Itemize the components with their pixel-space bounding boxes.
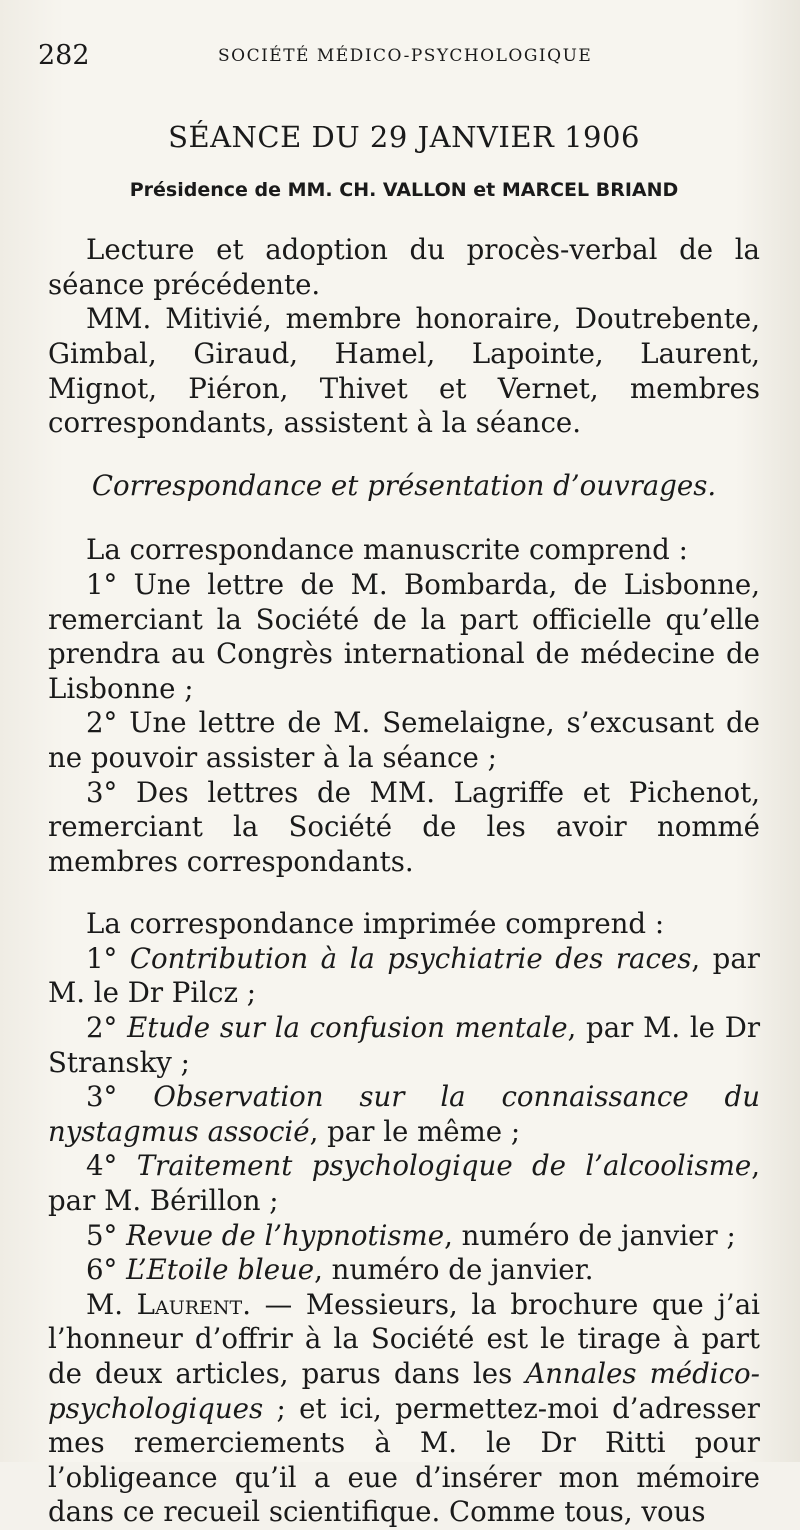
paragraph-printed-intro: La correspondance imprimée comprend :: [86, 907, 665, 941]
section-subtitle: Correspondance et présentation d’ouvrages.: [91, 468, 717, 502]
printed-item: 2° Etude sur la confusion mentale, par M. le Dr Stransky ;: [48, 1011, 761, 1079]
session-title: SÉANCE DU 29 JANVIER 1906: [168, 120, 640, 154]
list-item: 2° Une lettre de M. Semelaigne, s’excusant de ne pouvoir assister à la séance ;: [48, 706, 760, 774]
body-text: [48, 120, 760, 1530]
paragraph-manuscript-intro: La correspondance manuscrite comprend :: [86, 533, 688, 567]
paragraph-minutes: Lecture et adoption du procès-verbal de la séance précédente.: [48, 233, 760, 301]
printed-item: 6° L’Etoile bleue, numéro de janvier.: [86, 1253, 594, 1287]
page-number: 282: [38, 40, 90, 71]
printed-item: 3° Observation sur la connaissance du nystagmus associé, par le même ;: [48, 1080, 760, 1148]
paragraph-laurent: M. Laurent. — Messieurs, la brochure que j’ai l’honneur d’offrir à la Société est le tirage à part de deux articles, parus dans les Annales médico-psychologiques ; et ici, permettez-moi d’adresser mes remerciements à M. le Dr Ritti pour l’obligeance qu’il a eue d’insérer mon mémoire dans ce recueil scientifique. Comme tous, vous: [48, 1287, 760, 1529]
paragraph-attendance: MM. Mitivié, membre honoraire, Doutrebente, Gimbal, Giraud, Hamel, Lapointe, Laurent, Mignot, Piéron, Thivet et Vernet, membres correspondants, assistent à la séance.: [48, 302, 760, 440]
printed-item: 5° Revue de l’hypnotisme, numéro de janvier ;: [86, 1218, 736, 1252]
page-header: [38, 40, 770, 74]
printed-item: 1° Contribution à la psychiatrie des races, par M. le Dr Pilcz ;: [48, 941, 760, 1010]
list-item: 1° Une lettre de M. Bombarda, de Lisbonne, remerciant la Société de la part officielle qu’elle prendra au Congrès international de médecine de Lisbonne ;: [48, 567, 760, 705]
speaker-name: M. Laurent.: [86, 1287, 251, 1321]
printed-item: 4° Traitement psychologique de l’alcoolisme, par M. Bérillon ;: [48, 1149, 760, 1218]
list-item: 3° Des lettres de MM. Lagriffe et Pichenot, remerciant la Société de les avoir nommé membres correspondants.: [48, 775, 760, 878]
running-title: SOCIÉTÉ MÉDICO-PSYCHOLOGIQUE: [218, 46, 593, 66]
presidence-line: Présidence de MM. CH. VALLON et MARCEL BRIAND: [129, 178, 679, 201]
